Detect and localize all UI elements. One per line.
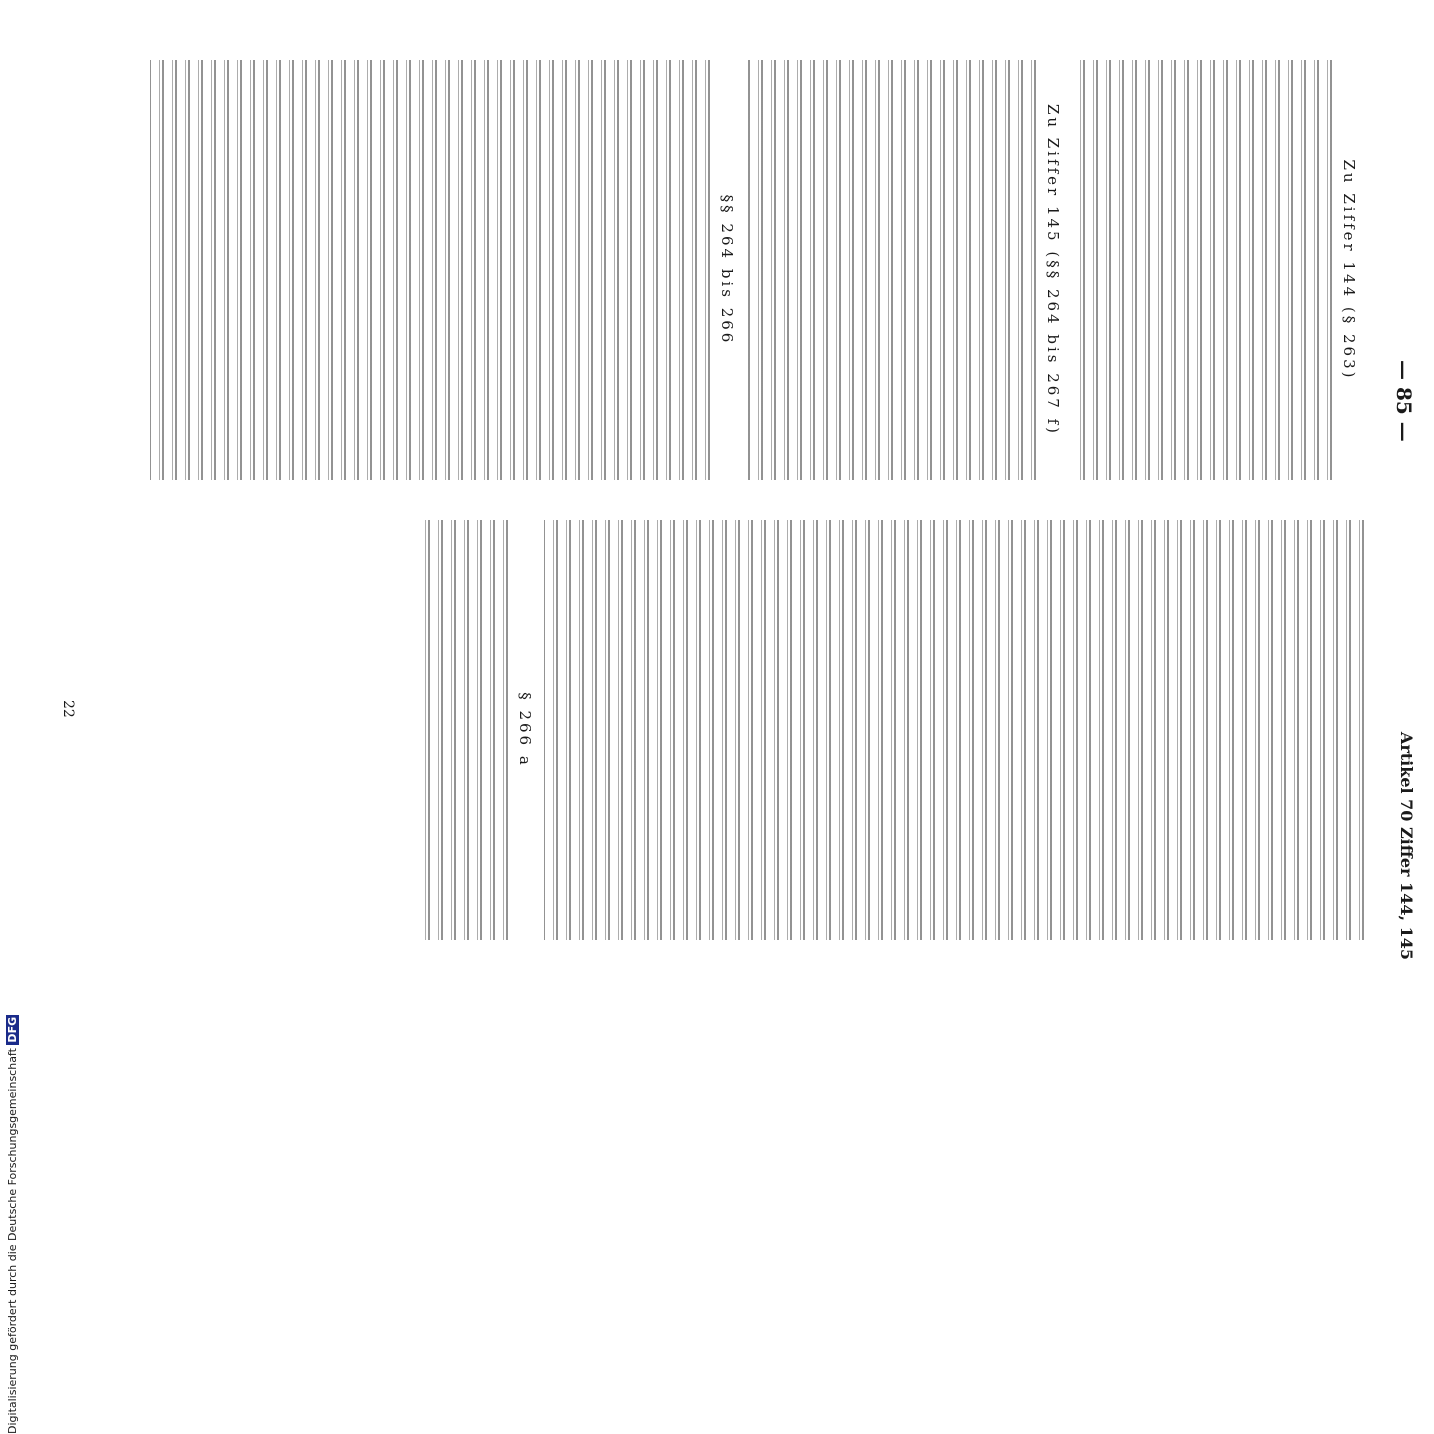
running-header: Artikel 70 Ziffer 144, 145: [1397, 731, 1416, 960]
digitization-note: [6, 1015, 19, 1434]
text-block: [544, 520, 1364, 940]
section-heading: Zu Ziffer 144 (§ 263): [1340, 159, 1358, 381]
bottom-page-number: 22: [60, 700, 76, 718]
page-number: — 85 —: [1392, 360, 1416, 442]
section-heading: § 266 a: [516, 692, 534, 768]
digitization-text: Digitalisierung gefördert durch die Deutsche Forschungsgemeinschaft: [6, 1048, 19, 1434]
section-heading: Zu Ziffer 145 (§§ 264 bis 267 f): [1044, 103, 1062, 437]
section-heading: §§ 264 bis 266: [718, 194, 736, 346]
dfg-logo: DFG: [6, 1016, 19, 1043]
text-block: [746, 60, 1036, 480]
text-block: [1072, 60, 1332, 480]
right-column: [408, 520, 1364, 940]
text-block: [150, 60, 710, 480]
text-block: [418, 520, 508, 940]
left-column: [140, 60, 1364, 480]
